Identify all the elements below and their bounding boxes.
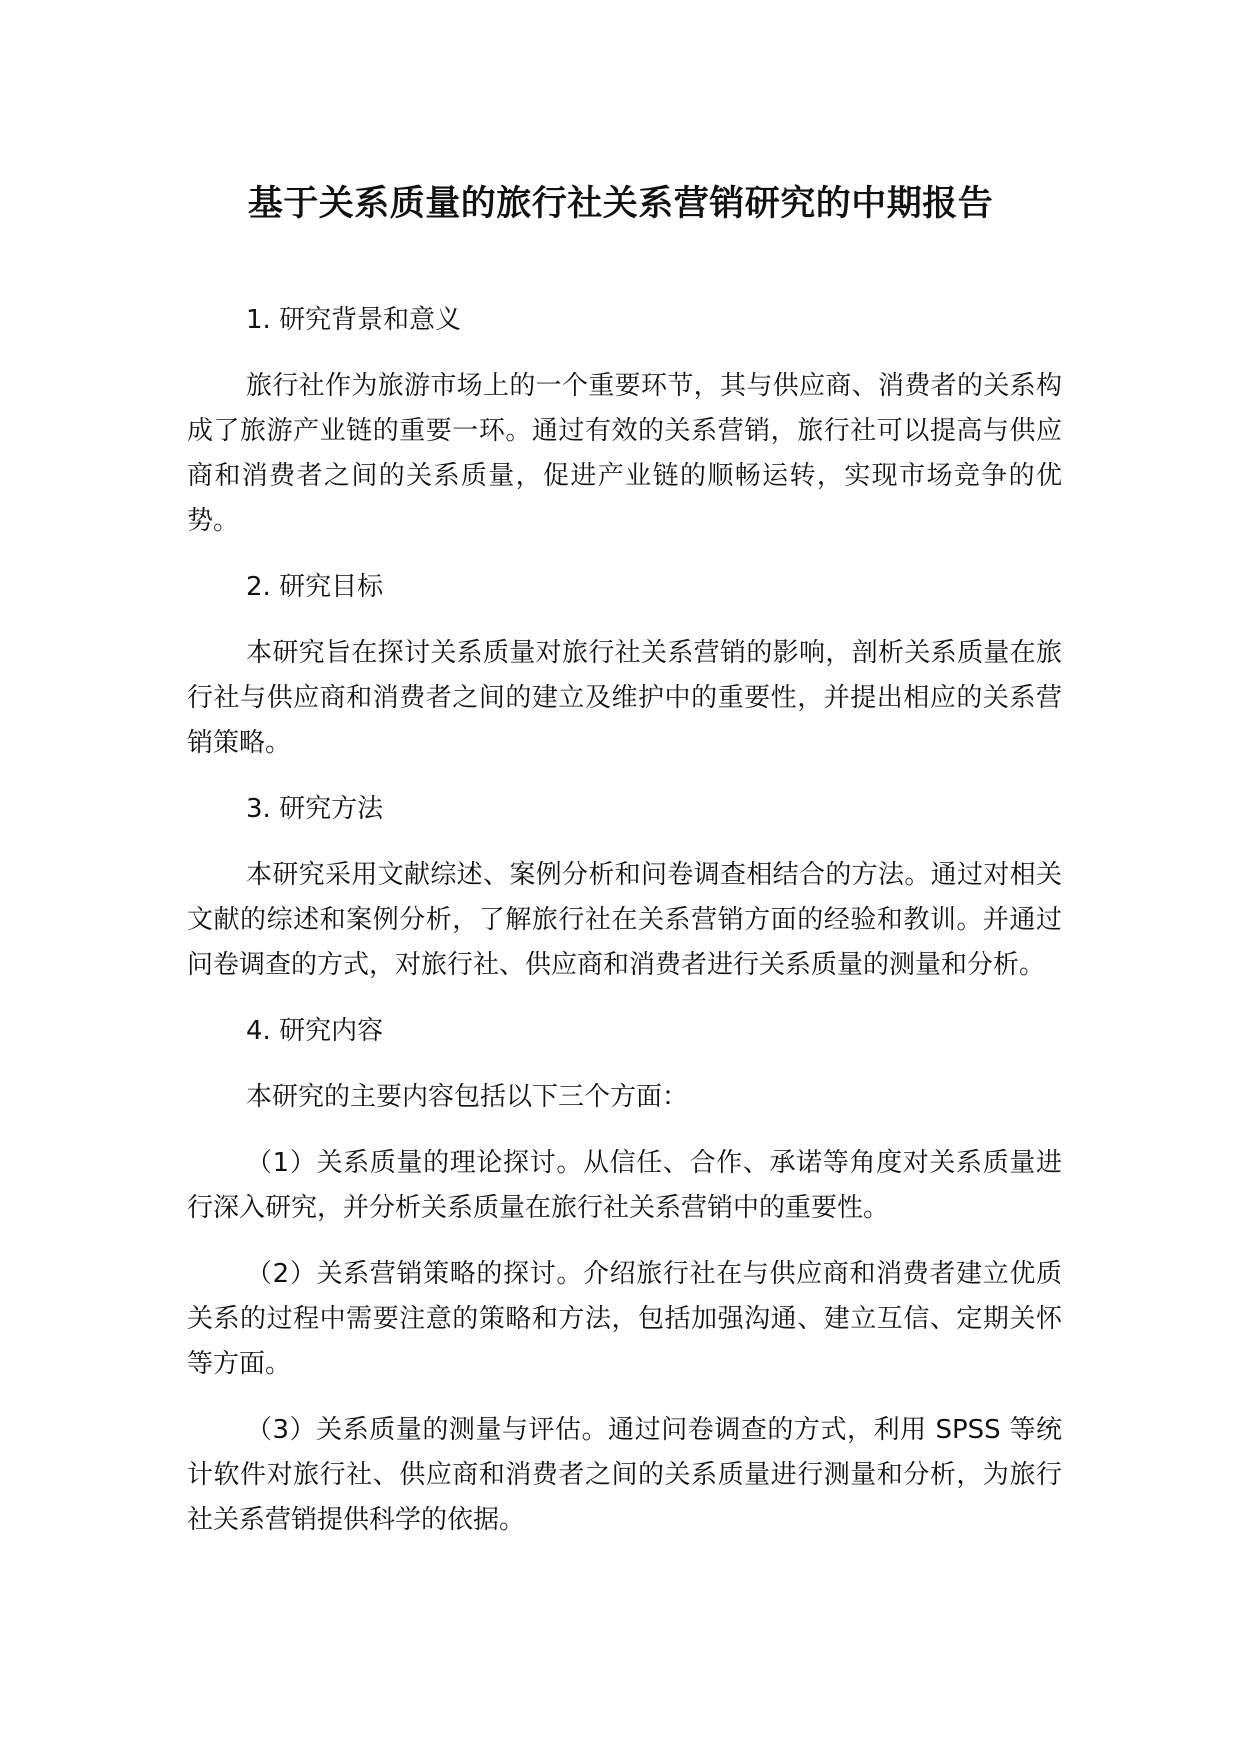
section-heading-3: 3. 研究方法 — [246, 794, 384, 824]
section-2-paragraph: 本研究旨在探讨关系质量对旅行社关系营销的影响，剖析关系质量在旅行社与供应商和消费者之间的建立及维护中的重要性，并提出相应的关系营销策略。 — [187, 638, 1062, 758]
section-heading-2: 2. 研究目标 — [246, 572, 384, 602]
section-4-intro-paragraph: 本研究的主要内容包括以下三个方面： — [246, 1082, 689, 1112]
section-3-paragraph: 本研究采用文献综述、案例分析和问卷调查相结合的方法。通过对相关文献的综述和案例分析，了解旅行社在关系营销方面的经验和教训。并通过问卷调查的方式，对旅行社、供应商和消费者进行关系质量的测量和分析。 — [187, 860, 1062, 980]
section-heading-4: 4. 研究内容 — [246, 1016, 384, 1046]
section-4-item-1-paragraph: （1）关系质量的理论探讨。从信任、合作、承诺等角度对关系质量进行深入研究，并分析关系质量在旅行社关系营销中的重要性。 — [187, 1148, 1062, 1223]
section-4-item-2-paragraph: （2）关系营销策略的探讨。介绍旅行社在与供应商和消费者建立优质关系的过程中需要注意的策略和方法，包括加强沟通、建立互信、定期关怀等方面。 — [187, 1259, 1062, 1379]
document-title: 基于关系质量的旅行社关系营销研究的中期报告 — [247, 184, 994, 224]
document-body — [187, 298, 1062, 1543]
section-heading-1: 1. 研究背景和意义 — [246, 305, 462, 335]
section-1-paragraph: 旅行社作为旅游市场上的一个重要环节，其与供应商、消费者的关系构成了旅游产业链的重要一环。通过有效的关系营销，旅行社可以提高与供应商和消费者之间的关系质量，促进产业链的顺畅运转，实现市场竞争的优势。 — [187, 371, 1062, 536]
section-4-item-3-paragraph: （3）关系质量的测量与评估。通过问卷调查的方式，利用 SPSS 等统计软件对旅行社、供应商和消费者之间的关系质量进行测量和分析，为旅行社关系营销提供科学的依据。 — [187, 1415, 1062, 1535]
